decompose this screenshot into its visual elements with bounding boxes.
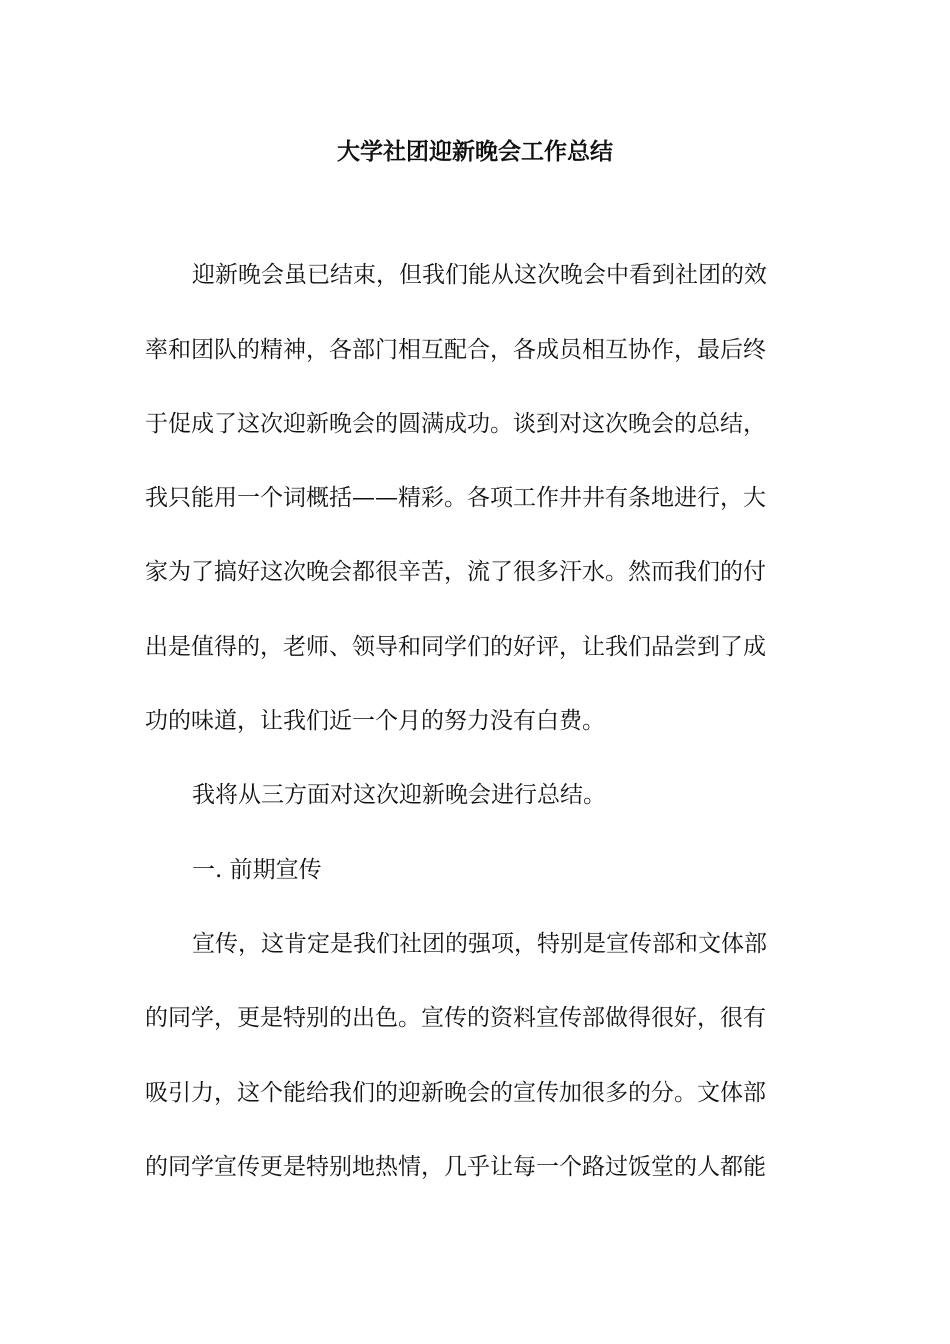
paragraph-line: 功的味道，让我们近一个月的努力没有白费。 bbox=[145, 708, 605, 734]
paragraph-line: 我只能用一个词概括——精彩。各项工作井井有条地进行，大 bbox=[145, 485, 766, 511]
paragraph-line: 于促成了这次迎新晚会的圆满成功。谈到对这次晚会的总结， bbox=[145, 411, 766, 437]
paragraph-line: 吸引力，这个能给我们的迎新晚会的宣传加很多的分。文体部 bbox=[145, 1080, 766, 1106]
paragraph-line: 的同学宣传更是特别地热情，几乎让每一个路过饭堂的人都能 bbox=[145, 1154, 766, 1180]
paragraph-line: 迎新晚会虽已结束，但我们能从这次晚会中看到社团的效 bbox=[192, 262, 767, 288]
paragraph-line: 率和团队的精神，各部门相互配合，各成员相互协作，最后终 bbox=[145, 337, 766, 363]
paragraph-line: 家为了搞好这次晚会都很辛苦，流了很多汗水。然而我们的付 bbox=[145, 559, 766, 585]
paragraph-line: 的同学，更是特别的出色。宣传的资料宣传部做得很好，很有 bbox=[145, 1005, 766, 1031]
paragraph-line: 出是值得的，老师、领导和同学们的好评，让我们品尝到了成 bbox=[145, 634, 766, 660]
section-heading: 一. 前期宣传 bbox=[192, 857, 322, 883]
paragraph-line: 宣传，这肯定是我们社团的强项，特别是宣传部和文体部 bbox=[192, 931, 767, 957]
document-title: 大学社团迎新晚会工作总结 bbox=[337, 138, 613, 165]
paragraph-line: 我将从三方面对这次迎新晚会进行总结。 bbox=[192, 782, 606, 808]
